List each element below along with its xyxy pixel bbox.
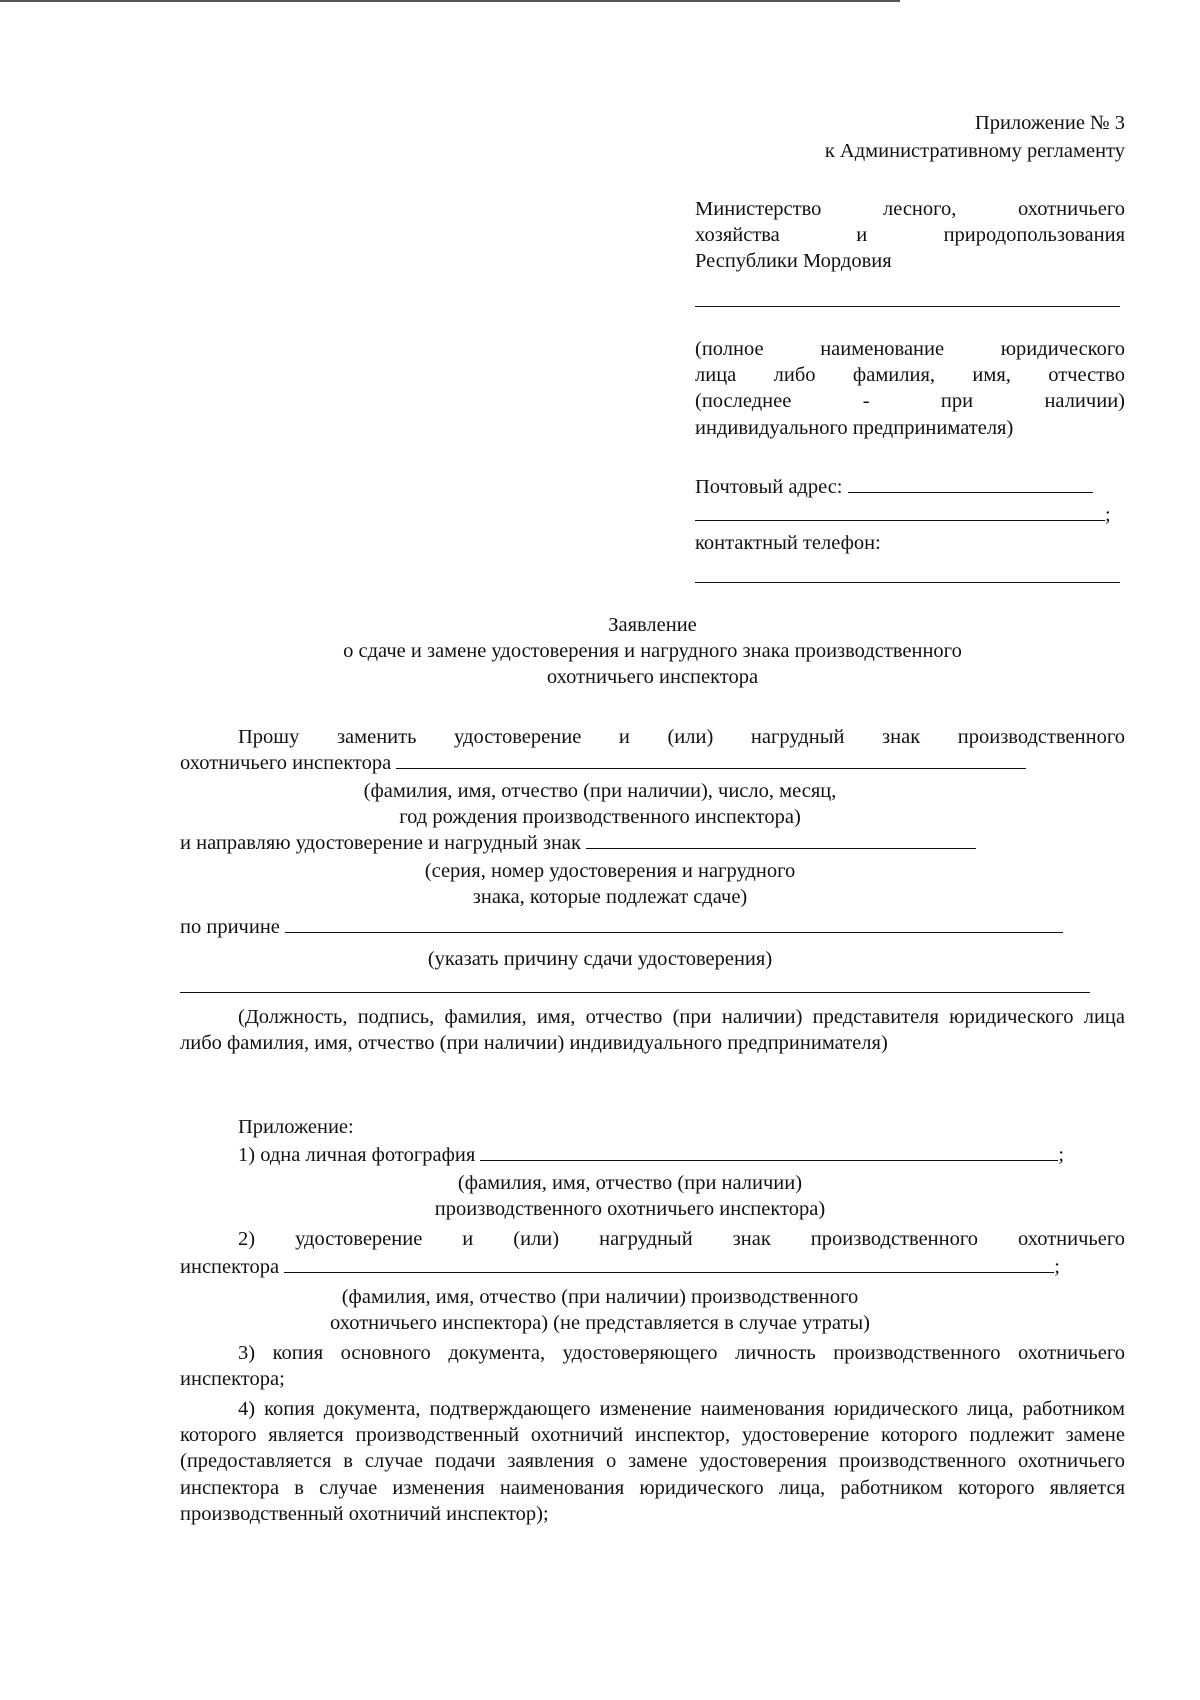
postal-address-semicolon: ; — [1105, 504, 1111, 526]
signature-note: (Должность, подпись, фамилия, имя, отчество (при наличии) представителя юридического лица либо фамилия, имя, отчество (при наличии) индивидуального предпринимателя) — [180, 1006, 1125, 1055]
postal-address-field[interactable] — [848, 474, 1093, 493]
request-line-2-row — [180, 750, 1125, 776]
attachment-1-row — [238, 1142, 1125, 1168]
applicant-hint-2: лица либо фамилия, имя, отчество — [695, 364, 1125, 387]
applicant-hint — [695, 336, 1125, 441]
attachment-2-line-1: 2) удостоверение и (или) нагрудный знак производственного охотничьего — [238, 1228, 1125, 1250]
signature-field[interactable] — [180, 992, 1090, 993]
postal-address-label: Почтовый адрес: — [695, 476, 843, 498]
attachment-4: 4) копия документа, подтверждающего изменение наименования юридического лица, работником которого является производственный охотничий инспектор, удостоверение которого подлежит замене (предоставляется в случае подачи заявления о замене удостоверения производственного охотничьего инспектора в случае изменения наименования юридического лица, работником которого является производственный охотничий инспектор); — [180, 1398, 1125, 1525]
hint-reason: (указать причину сдачи удостоверения) — [427, 948, 773, 970]
attachment-1-hint — [360, 1170, 900, 1222]
request-line-1: Прошу заменить удостоверение и (или) нагрудный знак производственного — [238, 726, 1125, 748]
hint-series-1: (серия, номер удостоверения и нагрудного — [424, 860, 796, 882]
attachment-2-hint-1: (фамилия, имя, отчество (при наличии) производственного — [341, 1286, 859, 1308]
appendix-number: Приложение № 3 — [974, 112, 1125, 134]
attachment-1-hint-2: производственного охотничьего инспектора) — [434, 1198, 826, 1221]
phone-field[interactable] — [695, 582, 1120, 583]
attachment-2-line-2: инспектора — [180, 1256, 280, 1278]
attachment-2-hint-2: охотничьего инспектора) (не представляется в случае утраты) — [330, 1312, 870, 1335]
postal-address-row — [695, 474, 1125, 500]
attachment-1: 1) одна личная фотография — [238, 1144, 476, 1166]
applicant-hint-4: индивидуального предпринимателя) — [695, 416, 1014, 439]
addressee-block — [695, 196, 1125, 275]
reason-label: по причине — [180, 916, 280, 938]
request-line-2: охотничьего инспектора — [180, 752, 392, 774]
title-line-3: охотничьего инспектора — [546, 666, 759, 689]
ministry-line-3: Республики Мордовия — [695, 250, 892, 273]
hint-series-2: знака, которые подлежат сдаче) — [472, 886, 748, 909]
postal-address-row-2 — [695, 502, 1125, 528]
hint-fio-2: год рождения производственного инспектора) — [399, 806, 801, 829]
attachment-2-end: ; — [1054, 1256, 1060, 1278]
hint-series — [360, 858, 860, 910]
inspector-fio-field[interactable] — [396, 750, 1026, 769]
attachment-1-end: ; — [1058, 1144, 1065, 1166]
photo-field[interactable] — [480, 1142, 1058, 1161]
applicant-hint-1: (полное наименование юридического — [695, 338, 1125, 360]
title-line-1: Заявление — [608, 614, 697, 636]
title-line-2: о сдаче и замене удостоверения и нагрудного знака производственного — [343, 640, 962, 663]
attachment-3: 3) копия основного документа, удостоверяющего личность производственного охотничьего инспектора; — [180, 1342, 1125, 1391]
phone-label: контактный телефон: — [695, 532, 881, 554]
document-title — [180, 612, 1125, 691]
send-row — [180, 830, 1125, 856]
send-line: и направляю удостоверение и нагрудный знак — [180, 832, 581, 854]
scan-top-edge — [0, 0, 900, 2]
appendix-regulation: к Административному регламенту — [824, 140, 1125, 162]
ministry-line-1: Министерство лесного, охотничьего — [695, 198, 1125, 220]
reason-field[interactable] — [285, 914, 1063, 933]
series-number-field[interactable] — [586, 830, 976, 849]
applicant-hint-3: (последнее - при наличии) — [695, 390, 1125, 413]
attachment-1-hint-1: (фамилия, имя, отчество (при наличии) — [457, 1172, 803, 1194]
attachments-heading: Приложение: — [238, 1116, 354, 1138]
hint-fio-1: (фамилия, имя, отчество (при наличии), число, месяц, — [363, 780, 837, 802]
hint-fio — [280, 778, 920, 830]
attachment-2-row — [180, 1254, 1125, 1280]
ministry-line-2: хозяйства и природопользования — [695, 224, 1125, 247]
applicant-name-field[interactable] — [695, 306, 1120, 307]
reason-row — [180, 914, 1125, 940]
attachment-2-hint — [240, 1284, 960, 1336]
postal-address-field-2[interactable] — [695, 502, 1105, 521]
certificate-field[interactable] — [284, 1254, 1054, 1273]
